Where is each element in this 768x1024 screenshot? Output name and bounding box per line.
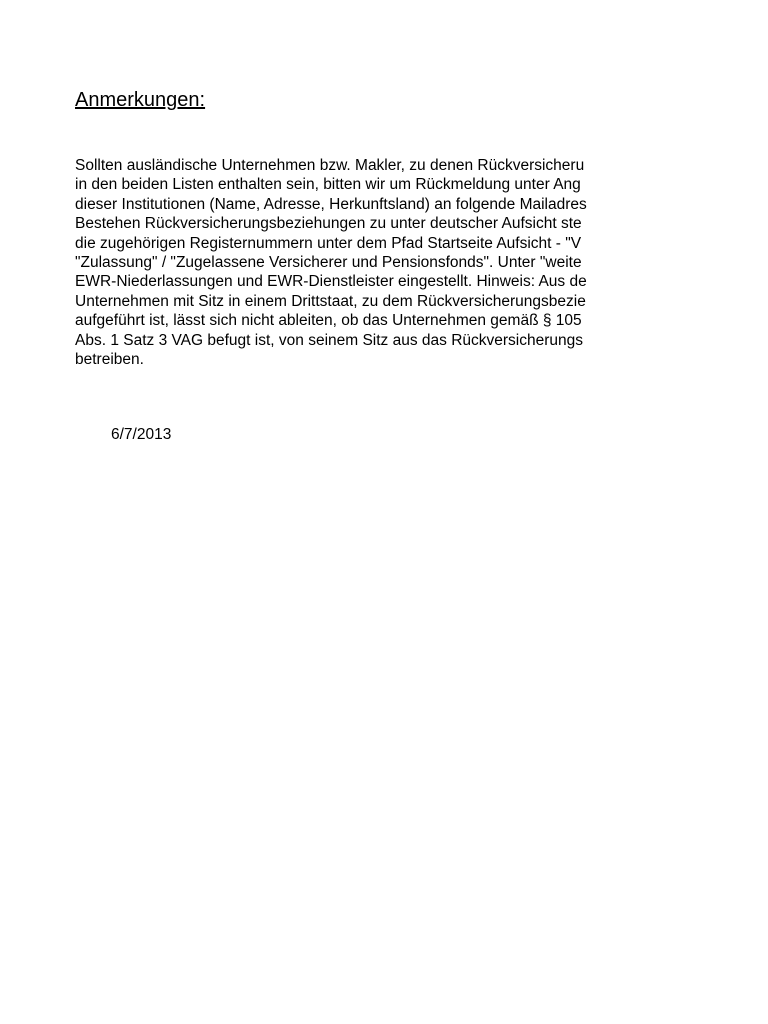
note-line: dieser Institutionen (Name, Adresse, Herkunftsland) an folgende Mailadres (75, 195, 587, 213)
note-line: betreiben. (75, 351, 144, 369)
page-heading: Anmerkungen: (75, 89, 206, 111)
note-line: aufgeführt ist, lässt sich nicht ableiten, ob das Unternehmen gemäß § 105 (75, 312, 582, 330)
note-line: "Zulassung" / "Zugelassene Versicherer und Pensionsfonds". Unter "weite (75, 254, 582, 272)
note-line: Abs. 1 Satz 3 VAG befugt ist, von seinem Sitz aus das Rückversicherungs (75, 331, 584, 349)
document-date: 6/7/2013 (111, 426, 172, 443)
note-line: in den beiden Listen enthalten sein, bitten wir um Rückmeldung unter Ang (75, 176, 581, 194)
note-line: Bestehen Rückversicherungsbeziehungen zu unter deutscher Aufsicht ste (75, 215, 582, 233)
note-line: die zugehörigen Registernummern unter dem Pfad Startseite Aufsicht - "V (75, 234, 582, 252)
note-line: Sollten ausländische Unternehmen bzw. Makler, zu denen Rückversicheru (75, 157, 585, 174)
note-line: Unternehmen mit Sitz in einem Drittstaat, zu dem Rückversicherungsbezie (75, 292, 586, 310)
note-paragraph (75, 156, 665, 369)
note-line: EWR-Niederlassungen und EWR-Dienstleister eingestellt. Hinweis: Aus de (75, 273, 587, 291)
